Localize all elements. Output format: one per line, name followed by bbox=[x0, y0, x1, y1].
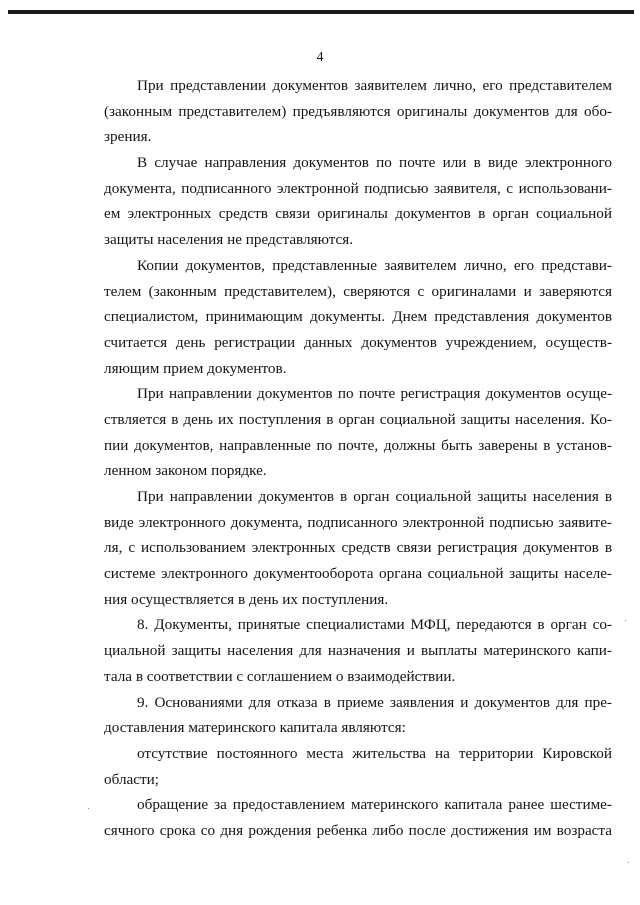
text-line: ния осуществляется в день их поступления. bbox=[104, 590, 389, 608]
text-line: защиты населения не представляются. bbox=[104, 231, 354, 249]
text-line: ствляется в день их поступления в орган социальной защиты населения. Ко- bbox=[104, 410, 612, 428]
text-line: считается день регистрации данных документов учреждением, осуществ- bbox=[104, 333, 612, 351]
text-line: телем (законным представителем), сверяются с оригиналами и заверяются bbox=[104, 282, 612, 300]
page-number: 4 bbox=[316, 50, 324, 65]
text-line: тала в соответствии с соглашением о взаимодействии. bbox=[104, 667, 456, 685]
scan-speck bbox=[88, 808, 89, 809]
text-line: циальной защиты населения для назначения и выплаты материнского капи- bbox=[104, 642, 612, 660]
text-line: ленном законом порядке. bbox=[104, 462, 267, 480]
text-line: ем электронных средств связи оригиналы документов в орган социальной bbox=[104, 205, 612, 223]
text-line: Копии документов, представленные заявителем лично, его представи- bbox=[137, 256, 612, 274]
text-line: ляющим прием документов. bbox=[104, 359, 287, 377]
text-line: специалистом, принимающим документы. Днем представления документов bbox=[104, 308, 612, 326]
text-line: 9. Основаниями для отказа в приеме заявления и документов для пре- bbox=[137, 693, 612, 711]
text-line: зрения. bbox=[104, 128, 152, 146]
text-line: При направлении документов в орган социальной защиты населения в bbox=[137, 488, 612, 505]
text-line: пии документов, направленные по почте, должны быть заверены в установ- bbox=[104, 436, 612, 454]
text-line: В случае направления документов по почте или в виде электронного bbox=[137, 154, 612, 172]
text-line: системе электронного документооборота органа социальной защиты населе- bbox=[104, 565, 612, 583]
text-line: При представлении документов заявителем лично, его представителем bbox=[137, 77, 612, 94]
scan-speck bbox=[628, 862, 629, 863]
top-border-rule bbox=[8, 10, 634, 14]
text-line: доставления материнского капитала являются: bbox=[104, 719, 406, 737]
text-line: сячного срока со дня рождения ребенка либо после достижения им возраста bbox=[104, 821, 612, 839]
text-line: (законным представителем) предъявляются оригиналы документов для обо- bbox=[104, 102, 612, 120]
text-line: отсутствие постоянного места жительства на территории Кировской bbox=[137, 744, 612, 762]
text-line: ля, с использованием электронных средств связи регистрация документов в bbox=[104, 539, 612, 557]
document-body bbox=[104, 73, 612, 844]
scan-speck bbox=[625, 620, 626, 621]
text-line: области; bbox=[104, 770, 159, 788]
text-line: При направлении документов по почте регистрация документов осуще- bbox=[137, 385, 612, 403]
text-line: виде электронного документа, подписанного электронной подписью заявите- bbox=[104, 513, 612, 531]
text-line: обращение за предоставлением материнского капитала ранее шестиме- bbox=[137, 796, 612, 814]
text-line: 8. Документы, принятые специалистами МФЦ, передаются в орган со- bbox=[137, 616, 612, 634]
text-line: документа, подписанного электронной подписью заявителя, с использовани- bbox=[104, 179, 612, 197]
